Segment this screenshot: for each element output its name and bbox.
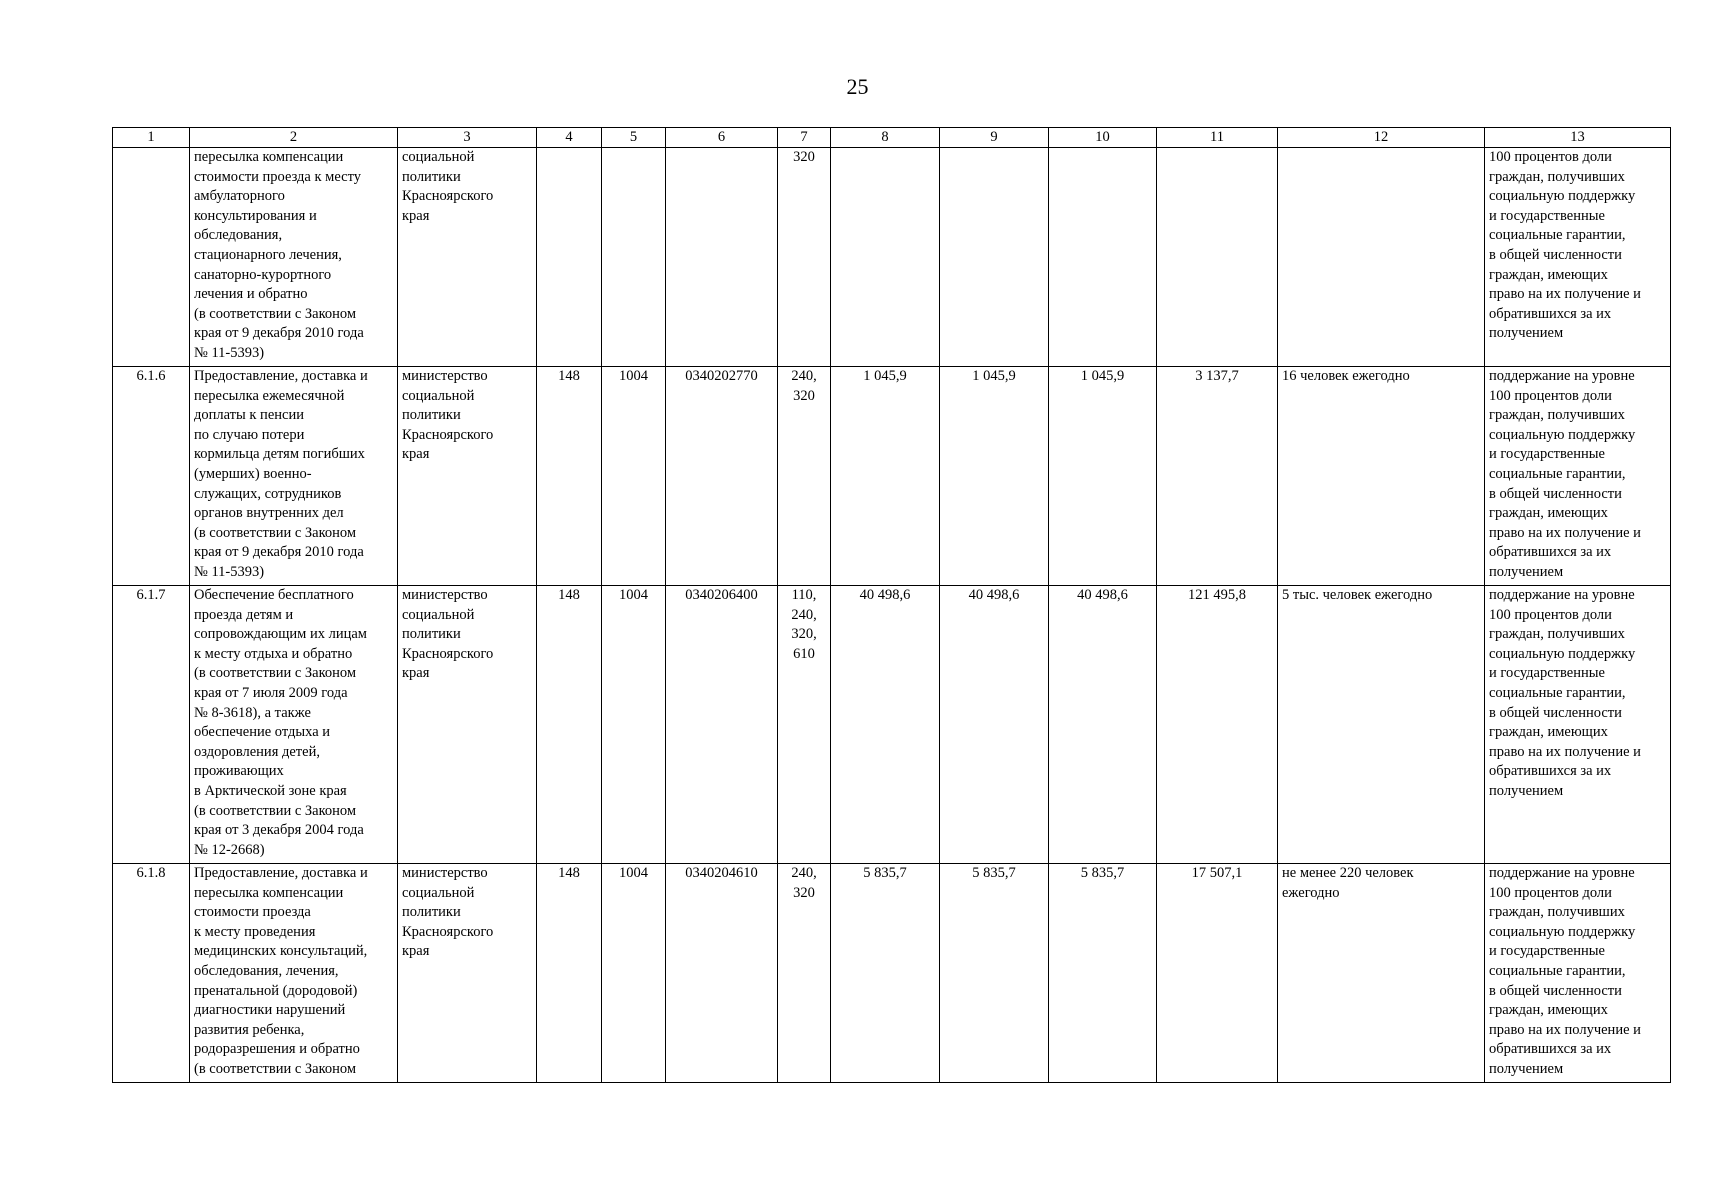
grbs-code-cell: 148 [537,586,602,864]
column-header: 4 [537,128,602,148]
expense-type-cell: 240, 320 [778,367,831,586]
column-header: 8 [831,128,940,148]
item-number-cell: 6.1.8 [113,864,190,1083]
section-code-cell: 1004 [602,864,666,1083]
table-row [113,148,1671,367]
activity-description-cell: Предоставление, доставка и пересылка компенсации стоимости проезда к месту проведения медицинских консультаций, обследования, лечения, пренатальной (дородовой) диагностики нарушений развития ребенка, родоразрешения и обратно (в соответствии с Законом [190,864,398,1083]
target-article-cell: 0340202770 [666,367,778,586]
amount-year1-cell: 40 498,6 [831,586,940,864]
item-number-cell [113,148,190,367]
table-row [113,367,1671,586]
executor-cell: министерство социальной политики Красноярского края [398,367,537,586]
expense-type-cell: 110, 240, 320, 610 [778,586,831,864]
section-code-cell: 1004 [602,586,666,864]
expense-type-cell: 320 [778,148,831,367]
table-row [113,864,1671,1083]
column-header: 9 [940,128,1049,148]
activity-description-cell: Обеспечение бесплатного проезда детям и сопровождающим их лицам к месту отдыха и обратно (в соответствии с Законом края от 7 июля 2009 года № 8-3618), а также обеспечение отдыха и оздоровления детей, проживающих в Арктической зоне края (в соответствии с Законом края от 3 декабря 2004 года № 12-2668) [190,586,398,864]
grbs-code-cell: 148 [537,367,602,586]
indicator-cell: поддержание на уровне 100 процентов доли граждан, получивших социальную поддержку и государственные социальные гарантии, в общей численности граждан, имеющих право на их получение и обратившихся за их получением [1485,864,1671,1083]
expected-result-cell: 5 тыс. человек ежегодно [1278,586,1485,864]
column-header: 13 [1485,128,1671,148]
amount-year2-cell: 5 835,7 [940,864,1049,1083]
expense-type-cell: 240, 320 [778,864,831,1083]
indicator-cell: поддержание на уровне 100 процентов доли граждан, получивших социальную поддержку и государственные социальные гарантии, в общей численности граждан, имеющих право на их получение и обратившихся за их получением [1485,367,1671,586]
grbs-code-cell: 148 [537,864,602,1083]
amount-total-cell: 121 495,8 [1157,586,1278,864]
executor-cell: министерство социальной политики Красноярского края [398,864,537,1083]
amount-total-cell [1157,148,1278,367]
section-code-cell [602,148,666,367]
executor-cell: министерство социальной политики Красноярского края [398,586,537,864]
item-number-cell: 6.1.7 [113,586,190,864]
header-row [113,128,1671,148]
amount-year2-cell [940,148,1049,367]
column-header: 3 [398,128,537,148]
column-header: 5 [602,128,666,148]
column-header: 10 [1049,128,1157,148]
amount-year2-cell: 1 045,9 [940,367,1049,586]
executor-cell: социальной политики Красноярского края [398,148,537,367]
amount-year3-cell: 1 045,9 [1049,367,1157,586]
target-article-cell [666,148,778,367]
amount-total-cell: 3 137,7 [1157,367,1278,586]
expected-result-cell: 16 человек ежегодно [1278,367,1485,586]
target-article-cell: 0340206400 [666,586,778,864]
section-code-cell: 1004 [602,367,666,586]
activity-description-cell: пересылка компенсации стоимости проезда к месту амбулаторного консультирования и обследования, стационарного лечения, санаторно-курортного лечения и обратно (в соответствии с Законом края от 9 декабря 2010 года № 11-5393) [190,148,398,367]
amount-year1-cell [831,148,940,367]
column-header: 12 [1278,128,1485,148]
indicator-cell: 100 процентов доли граждан, получивших социальную поддержку и государственные социальные гарантии, в общей численности граждан, имеющих право на их получение и обратившихся за их получением [1485,148,1671,367]
expected-result-cell: не менее 220 человек ежегодно [1278,864,1485,1083]
column-header: 11 [1157,128,1278,148]
column-header: 1 [113,128,190,148]
page-number: 25 [846,74,869,99]
column-header: 6 [666,128,778,148]
amount-total-cell: 17 507,1 [1157,864,1278,1083]
column-header: 2 [190,128,398,148]
program-activities-table [112,127,1671,1083]
target-article-cell: 0340204610 [666,864,778,1083]
indicator-cell: поддержание на уровне 100 процентов доли граждан, получивших социальную поддержку и государственные социальные гарантии, в общей численности граждан, имеющих право на их получение и обратившихся за их получением [1485,586,1671,864]
amount-year2-cell: 40 498,6 [940,586,1049,864]
column-header: 7 [778,128,831,148]
table-row [113,586,1671,864]
item-number-cell: 6.1.6 [113,367,190,586]
amount-year1-cell: 1 045,9 [831,367,940,586]
grbs-code-cell [537,148,602,367]
amount-year3-cell: 5 835,7 [1049,864,1157,1083]
amount-year1-cell: 5 835,7 [831,864,940,1083]
activity-description-cell: Предоставление, доставка и пересылка ежемесячной доплаты к пенсии по случаю потери кормильца детям погибших (умерших) военно- служащих, сотрудников органов внутренних дел (в соответствии с Законом края от 9 декабря 2010 года № 11-5393) [190,367,398,586]
amount-year3-cell: 40 498,6 [1049,586,1157,864]
expected-result-cell [1278,148,1485,367]
amount-year3-cell [1049,148,1157,367]
